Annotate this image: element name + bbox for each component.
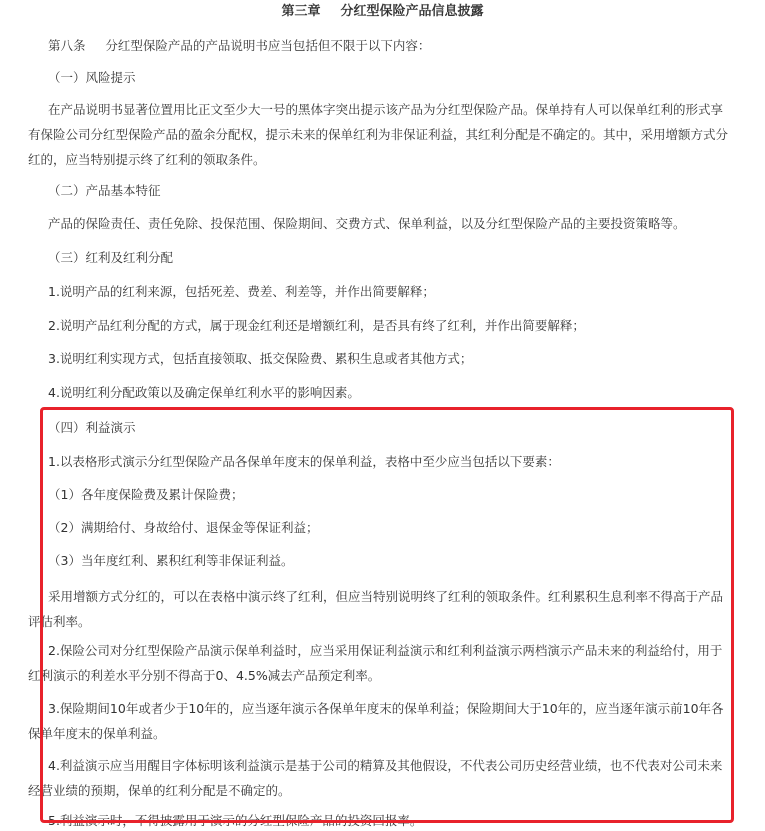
section-dividend-heading: （三）红利及红利分配 xyxy=(48,250,174,265)
article-intro xyxy=(28,36,765,56)
section-illustration-heading: （四）利益演示 xyxy=(48,420,136,435)
illustration-note: 采用增额方式分红的，可以在表格中演示终了红利，但应当特别说明终了红利的领取条件。红利累积生息利率不得高于产品评估利率。 xyxy=(28,589,724,629)
dividend-item-1: 1.说明产品的红利来源，包括死差、费差、利差等，并作出简要解释； xyxy=(48,284,435,299)
illustration-item-2: 2.保险公司对分红型保险产品演示保单利益时，应当采用保证利益演示和红利利益演示两档演示产品未来的利益给付，用于红利演示的利差水平分别不得高于0、4.5%减去产品预定利率。 xyxy=(28,643,723,683)
illustration-item-3: 3.保险期间10年或者少于10年的，应当逐年演示各保单年度末的保单利益；保险期间大于10年的，应当逐年演示前10年各保单年度末的保单利益。 xyxy=(28,701,724,741)
dividend-item-3: 3.说明红利实现方式，包括直接领取、抵交保险费、累积生息或者其他方式； xyxy=(48,351,473,366)
section-features-heading: （二）产品基本特征 xyxy=(48,183,161,198)
illustration-sub-1: （1）各年度保险费及累计保险费； xyxy=(48,487,244,502)
section-risk-heading: （一）风险提示 xyxy=(48,70,136,85)
illustration-sub-2: （2）满期给付、身故给付、退保金等保证利益； xyxy=(48,520,319,535)
illustration-sub-3: （3）当年度红利、累积红利等非保证利益。 xyxy=(48,553,294,568)
dividend-item-2: 2.说明产品红利分配的方式，属于现金红利还是增额红利，是否具有终了红利，并作出简要解释； xyxy=(48,318,585,333)
dividend-item-4: 4.说明红利分配政策以及确定保单红利水平的影响因素。 xyxy=(48,385,360,400)
illustration-item-4: 4.利益演示应当用醒目字体标明该利益演示是基于公司的精算及其他假设，不代表公司历史经营业绩，也不代表对公司未来经营业绩的预期，保单的红利分配是不确定的。 xyxy=(28,758,723,798)
illustration-item-1: 1.以表格形式演示分红型保险产品各保单年度末的保单利益，表格中至少应当包括以下要素： xyxy=(48,454,560,469)
illustration-item-5: 5.利益演示时，不得披露用于演示的分红型保险产品的投资回报率。 xyxy=(48,813,423,828)
article-label: 第八条 xyxy=(48,38,86,53)
chapter-title xyxy=(0,1,765,23)
chapter-number: 第三章 xyxy=(281,4,321,19)
section-features-body: 产品的保险责任、责任免除、投保范围、保险期间、交费方式、保单利益，以及分红型保险产品的主要投资策略等。 xyxy=(48,216,686,231)
chapter-heading: 分红型保险产品信息披露 xyxy=(340,4,484,19)
section-risk-body: 在产品说明书显著位置用比正文至少大一号的黑体字突出提示该产品为分红型保险产品。保单持有人可以保单红利的形式享有保险公司分红型保险产品的盈余分配权，提示未来的保单红利为非保证利益，其红利分配是不确定的。其中，采用增额方式分红的，应当特别提示终了红利的领取条件。 xyxy=(28,102,729,167)
article-text: 分红型保险产品的产品说明书应当包括但不限于以下内容： xyxy=(105,38,431,53)
